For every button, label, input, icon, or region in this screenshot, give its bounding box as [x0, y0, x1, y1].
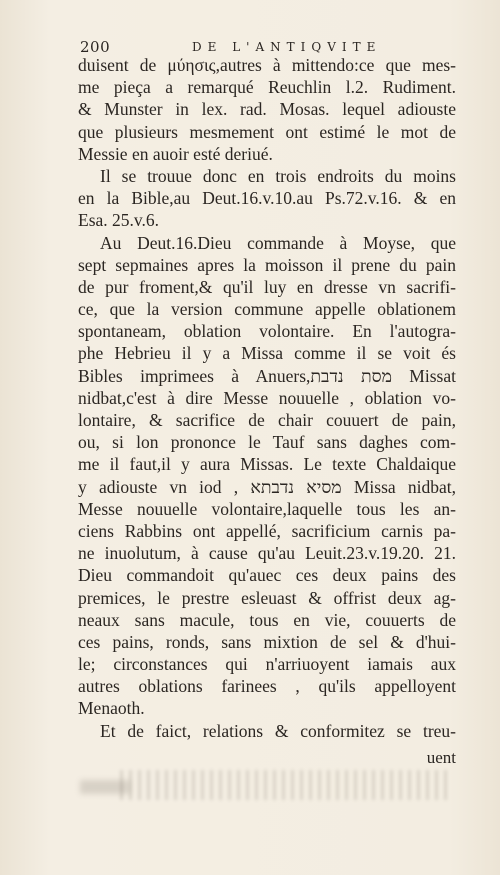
text-line: ne inuolutum, à cause qu'au Leuit.23.v.19.20. 21.: [78, 543, 456, 564]
text-line: Bibles imprimees à Anuers,מסת נדבת Missat: [78, 365, 456, 386]
page-number: 200: [80, 38, 111, 56]
text-line: le; circonstances qui n'arriuoyent iamais aux: [78, 654, 456, 675]
text-line: ce, que la version commune appelle oblationem: [78, 299, 456, 320]
text-line: me pieça a remarqué Reuchlin l.2. Rudiment.: [78, 77, 456, 98]
paragraph-start-line: Au Deut.16.Dieu commande à Moyse, que: [100, 232, 456, 253]
text-line: duisent de μύησις,autres à mittendo:ce que mes-: [78, 55, 456, 75]
text-line: ces pains, ronds, sans mixtion de sel & d'hui-: [78, 631, 456, 652]
text-line: Menaoth.: [78, 698, 145, 719]
text-line: spontaneam, oblation volontaire. En l'autogra-: [78, 321, 456, 342]
text-line: de pur froment,& qu'il luy en dresse vn sacrifi-: [78, 276, 456, 297]
text-line: ou, si lon prononce le Tauf sans daghes com-: [78, 432, 456, 453]
text-line: ciens Rabbins ont appellé, sacrificium carnis pa-: [78, 520, 456, 541]
text-line: Messie en auoir esté deriué.: [78, 143, 273, 164]
paragraph-start-line: Il se trouue donc en trois endroits du moins: [100, 165, 456, 186]
show-through-smudge: [80, 780, 130, 794]
text-line: que plusieurs mesmement ont estimé le mot de: [78, 121, 456, 142]
text-line: me il faut,il y aura Missas. Le texte Chaldaique: [78, 454, 456, 475]
text-line: autres oblations farinees , qu'ils appelloyent: [78, 676, 456, 697]
text-line: Messe nouuelle volontaire,laquelle tous les an-: [78, 498, 456, 519]
text-line: nidbat,c'est à dire Messe nouuelle , oblation vo-: [78, 387, 456, 408]
text-line: Esa. 25.v.6.: [78, 210, 160, 231]
running-head: DE L'ANTIQVITE: [192, 40, 382, 54]
text-line: en la Bible,au Deut.16.v.10.au Ps.72.v.16. & en: [78, 188, 456, 209]
paragraph-start-line: Et de faict, relations & conformitez se treu-: [100, 720, 456, 741]
text-line: y adiouste vn iod , מסיא נדבתא Missa nidbat,: [78, 476, 456, 497]
text-line: neaux sans macule, tous en vie, couuerts de: [78, 609, 456, 630]
show-through-smudge: [120, 770, 450, 800]
catchword: uent: [426, 748, 456, 767]
text-line: Dieu commandoit qu'auec ces deux pains des: [78, 565, 456, 586]
text-line: premices, le prestre esleuast & offrist deux ag-: [78, 587, 456, 608]
body-text: [78, 54, 456, 742]
text-line: lontaire, & sacrifice de chair couuert de pain,: [78, 410, 456, 430]
text-line: & Munster in lex. rad. Mosas. lequel adiouste: [78, 99, 456, 120]
text-line: sept sepmaines apres la moisson il prene du pain: [78, 254, 456, 275]
text-line: phe Hebrieu il y a Missa comme il se voit és: [78, 343, 456, 364]
